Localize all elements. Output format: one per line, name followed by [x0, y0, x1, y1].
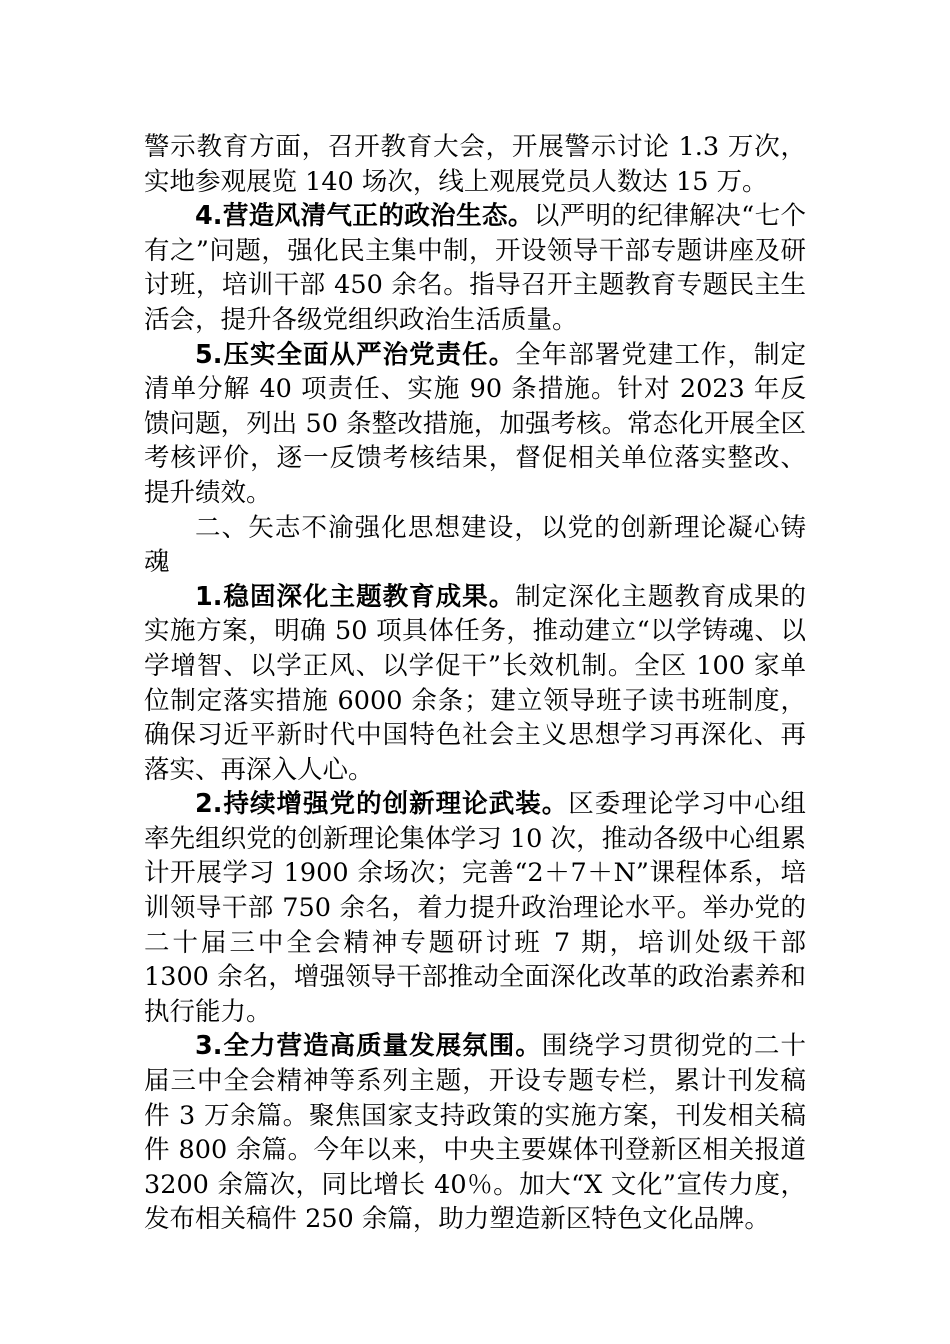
document-body: [144, 130, 806, 1237]
paragraph-heading: 3.全力营造高质量发展氛围。: [195, 1031, 542, 1062]
paragraph-text: 制定深化主题教育成果的实施方案，明确 50 项具体任务，推动建立“以学铸魂、以学增智、以学正风、以学促干”长效机制。全区 100 家单位制定落实措施 6000 余条；建立领导班子读书班制度，确保习近平新时代中国特色社会主义思想学习再深化、再落实、再深入人心。: [144, 581, 806, 785]
paragraph-warning-education: [144, 130, 806, 199]
paragraph-text: 以严明的纪律解决“七个有之”问题，强化民主集中制，开设领导干部专题讲座及研讨班，培训干部 450 余名。指导召开主题教育专题民主生活会，提升各级党组织政治生活质量。: [144, 201, 806, 335]
paragraph-party-responsibility: [144, 338, 806, 511]
paragraph-theory-arming: [144, 787, 806, 1029]
section-heading-ideology: [144, 511, 806, 580]
paragraph-development-atmosphere: [144, 1029, 806, 1237]
paragraph-heading: 5.压实全面从严治党责任。: [195, 339, 516, 370]
paragraph-political-ecology: [144, 199, 806, 337]
paragraph-text: 警示教育方面，召开教育大会，开展警示讨论 1.3 万次，实地参观展览 140 场次，线上观展党员人数达 15 万。: [144, 132, 806, 197]
paragraph-text: 区委理论学习中心组率先组织党的创新理论集体学习 10 次，推动各级中心组累计开展学习 1900 余场次；完善“2＋7＋N”课程体系，培训领导干部 750 余名，着力提升政治理论水平。举办党的二十届三中全会精神专题研讨班 7 期，培训处级干部 1300 余名，增强领导干部推动全面深化改革的政治素养和执行能力。: [144, 789, 806, 1027]
paragraph-text: 围绕学习贯彻党的二十届三中全会精神等系列主题，开设专题专栏，累计刊发稿件 3 万余篇。聚焦国家支持政策的实施方案，刊发相关稿件 800 余篇。今年以来，中央主要媒体刊登新区相关报道 3200 余篇次，同比增长 40％。加大“X 文化”宣传力度，发布相关稿件 250 余篇，助力塑造新区特色文化品牌。: [144, 1031, 806, 1235]
section-heading-text: 二、矢志不渝强化思想建设，以党的创新理论凝心铸魂: [144, 512, 806, 578]
paragraph-heading: 2.持续增强党的创新理论武装。: [195, 789, 569, 820]
paragraph-heading: 4.营造风清气正的政治生态。: [195, 201, 534, 232]
paragraph-heading: 1.稳固深化主题教育成果。: [195, 581, 516, 612]
paragraph-text: 全年部署党建工作，制定清单分解 40 项责任、实施 90 条措施。针对 2023 年反馈问题，列出 50 条整改措施，加强考核。常态化开展全区考核评价，逐一反馈考核结果，督促相关单位落实整改、提升绩效。: [144, 339, 806, 508]
paragraph-theme-education: [144, 580, 806, 788]
